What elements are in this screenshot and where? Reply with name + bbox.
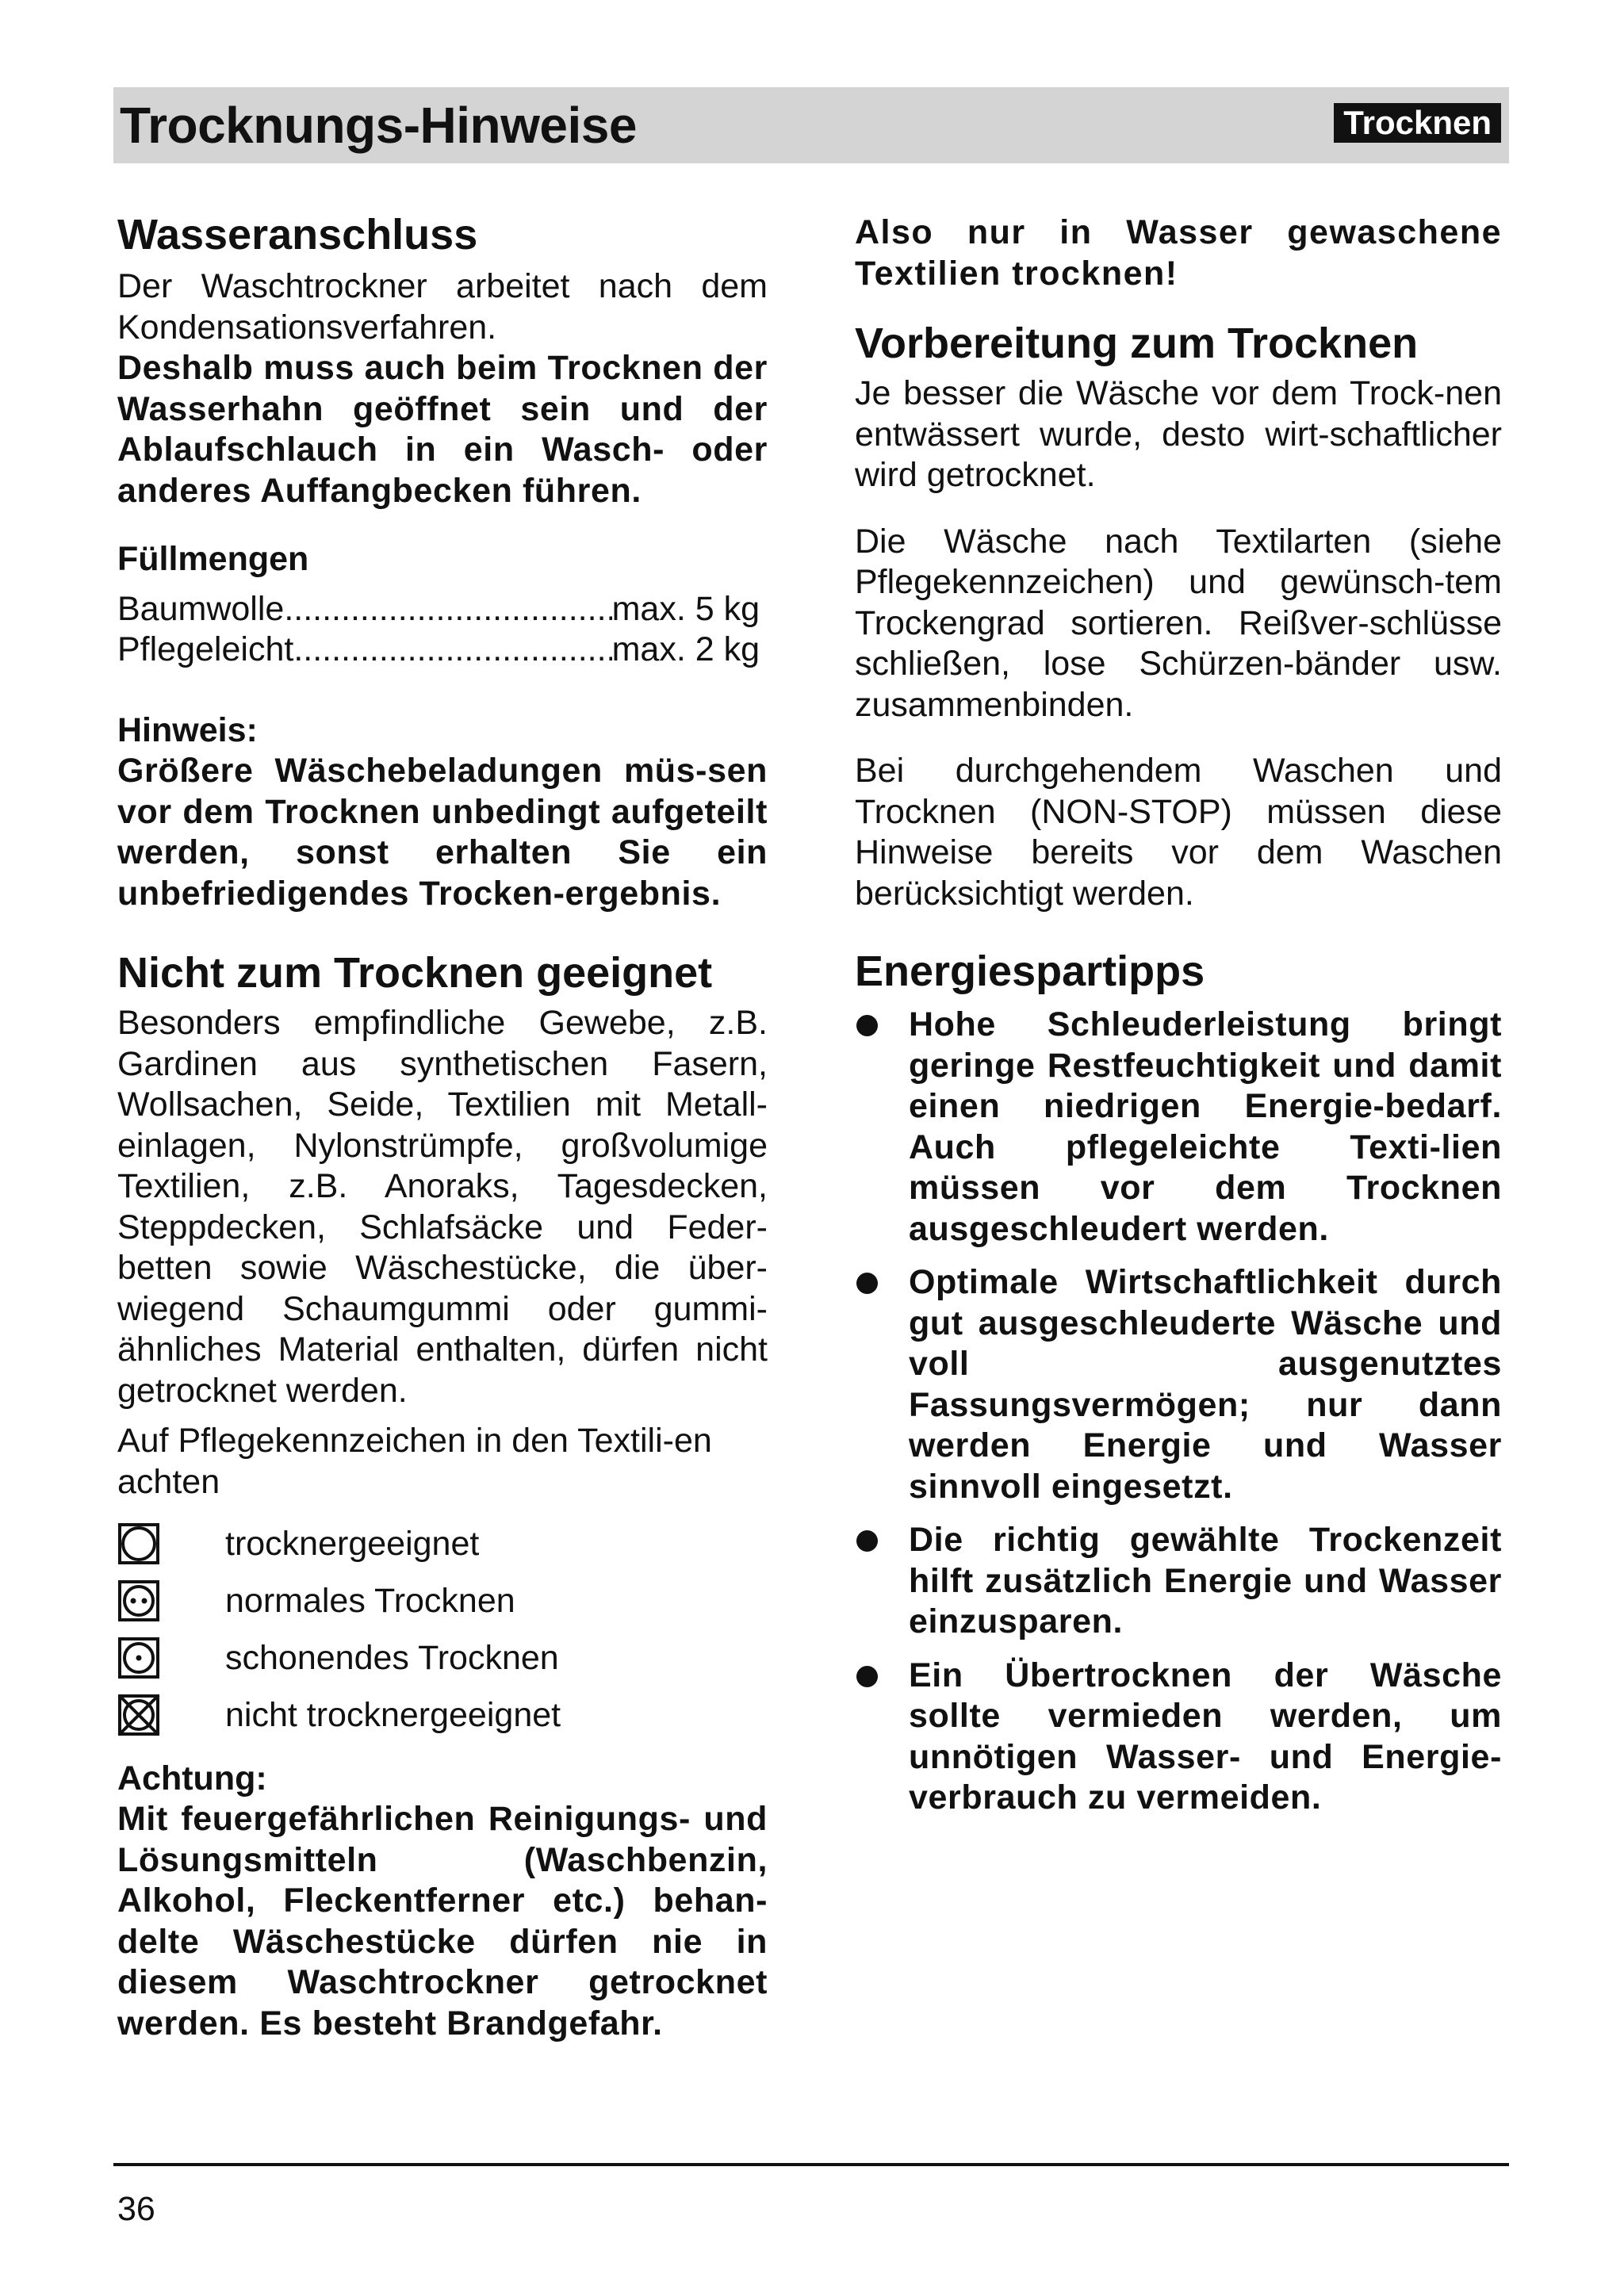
care-symbol-label: nicht trocknergeeignet — [225, 1695, 561, 1734]
tip-text: Hohe Schleuderleistung bringt geringe Restfeuchtigkeit und damit einen niedrigen Energie-bedarf. Auch pflegeleichte Texti-lien müssen vor dem Trocknen ausgeschleudert werden. — [909, 1005, 1502, 1248]
care-symbol-row — [117, 1629, 768, 1686]
list-item — [855, 1005, 1502, 1250]
heading-nicht-geeignet: Nicht zum Trocknen geeignet — [117, 949, 713, 997]
fuellmengen-list — [117, 589, 760, 670]
list-item — [855, 1520, 1502, 1643]
right-column — [855, 208, 1502, 1832]
fuellmengen-row — [117, 630, 760, 670]
tumble-dry-gentle-icon — [117, 1637, 160, 1679]
list-item — [855, 1656, 1502, 1819]
care-intro: Auf Pflegekennzeichen in den Textili-en achten — [117, 1422, 712, 1501]
hinweis-text: Größere Wäschebeladungen müs-sen vor dem Trocknen unbedingt aufgeteilt werden, sonst erhalten Sie ein unbefriedigendes Trocken-ergebnis. — [117, 752, 768, 913]
tip-text: Die richtig gewählte Trockenzeit hilft zusätzlich Energie und Wasser einzusparen. — [909, 1521, 1502, 1640]
left-column — [117, 208, 768, 2044]
tumble-dry-icon — [117, 1522, 160, 1565]
header-bar — [113, 87, 1509, 163]
fuellmengen-value: max. 5 kg — [611, 590, 760, 628]
bullet-icon — [856, 1273, 878, 1294]
fuellmengen-label: Baumwolle — [117, 590, 285, 628]
care-symbol-row — [117, 1515, 768, 1572]
care-symbol-row — [117, 1686, 768, 1744]
care-symbol-label: schonendes Trocknen — [225, 1638, 559, 1677]
tip-text: Ein Übertrocknen der Wäsche sollte vermieden werden, um unnötigen Wasser- und Energie-verbrauch zu vermeiden. — [909, 1656, 1502, 1817]
vorbereitung-p3: Bei durchgehendem Waschen und Trocknen (NON-STOP) müssen diese Hinweise bereits vor dem Waschen berücksichtigt werden. — [855, 752, 1502, 913]
heading-vorbereitung: Vorbereitung zum Trocknen — [855, 320, 1419, 367]
fuellmengen-label: Pflegeleicht — [117, 630, 294, 668]
heading-achtung: Achtung: — [117, 1759, 267, 1797]
tip-text: Optimale Wirtschaftlichkeit durch gut ausgeschleuderte Wäsche und voll ausgenutztes Fassungsvermögen; nur dann werden Energie und Wasser sinnvoll eingesetzt. — [909, 1263, 1502, 1506]
no-tumble-dry-icon — [117, 1694, 160, 1736]
tumble-dry-normal-icon — [117, 1579, 160, 1622]
bullet-icon — [856, 1530, 878, 1552]
dot-leader — [284, 589, 611, 630]
footer-rule — [113, 2163, 1509, 2166]
energy-tips-list — [855, 1005, 1502, 1819]
nicht-geeignet-text: Besonders empfindliche Gewebe, z.B. Gardinen aus synthetischen Fasern, Wollsachen, Seide, Textilien mit Metall-einlagen, Nylonstrümpfe, großvolumige Textilien, z.B. Anoraks, Tagesdecken, Steppdecken, Schlafsäcke und Feder-betten sowie Wäschestücke, die über-wiegend Schaumgummi oder gummi-ähnliches Material enthalten, dürfen nicht getrocknet werden. — [117, 1004, 768, 1410]
intro-bold: Also nur in Wasser gewaschene Textilien trocknen! — [855, 213, 1502, 293]
wasseranschluss-text: Der Waschtrockner arbeitet nach dem Kondensationsverfahren. — [117, 267, 768, 346]
vorbereitung-p2: Die Wäsche nach Textilarten (siehe Pflegekennzeichen) und gewünsch-tem Trockengrad sortieren. Reißver-schlüsse schließen, lose Schürzen-bänder usw. zusammenbinden. — [855, 522, 1502, 724]
fuellmengen-value: max. 2 kg — [611, 630, 760, 668]
care-symbol-label: normales Trocknen — [225, 1581, 515, 1620]
achtung-text: Mit feuergefährlichen Reinigungs- und Lösungsmitteln (Waschbenzin, Alkohol, Fleckentferner etc.) behan-delte Wäschestücke dürfen nie in diesem Waschtrockner getrocknet werden. Es besteht Brandgefahr. — [117, 1800, 768, 2042]
page-title: Trocknungs-Hinweise — [120, 97, 637, 154]
heading-hinweis: Hinweis: — [117, 711, 258, 749]
page-number: 36 — [117, 2190, 155, 2228]
section-tag: Trocknen — [1334, 103, 1501, 143]
bullet-icon — [856, 1015, 878, 1036]
dot-leader — [293, 630, 611, 670]
fuellmengen-row — [117, 589, 760, 630]
heading-energiespartipps: Energiespartipps — [855, 948, 1205, 995]
list-item — [855, 1262, 1502, 1507]
vorbereitung-p1: Je besser die Wäsche vor dem Trock-nen entwässert wurde, desto wirt-schaftlicher wird getrocknet. — [855, 374, 1502, 494]
care-symbols — [117, 1515, 768, 1744]
heading-fuellmengen: Füllmengen — [117, 540, 309, 578]
care-symbol-row — [117, 1572, 768, 1629]
wasseranschluss-bold: Deshalb muss auch beim Trocknen der Wasserhahn geöffnet sein und der Ablaufschlauch in ein Wasch- oder anderes Auffangbecken führen. — [117, 349, 768, 510]
bullet-icon — [856, 1666, 878, 1687]
heading-wasseranschluss: Wasseranschluss — [117, 211, 478, 258]
care-symbol-label: trocknergeeignet — [225, 1524, 480, 1563]
